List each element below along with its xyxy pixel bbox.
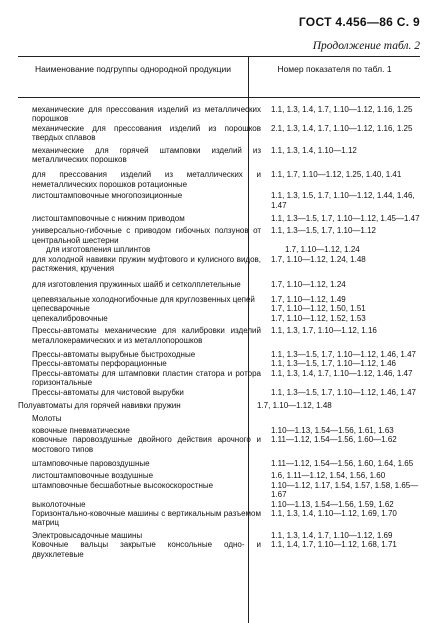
page-header: ГОСТ 4.456—86 С. 9 [298, 15, 420, 29]
table-row [0, 500, 432, 509]
product-subgroup-name: Ковочные вальцы закрытые консольные одно- и двухклетевые [32, 540, 261, 559]
table-row [0, 314, 432, 323]
table-row [0, 350, 432, 359]
product-subgroup-name: листоштамповочные воздушные [32, 471, 154, 481]
indicator-numbers: 1.1, 1.3, 1.4, 1.7, 1.10—1.12, 1.69 [271, 530, 393, 540]
table-row [0, 326, 432, 345]
product-subgroup-name: универсально-гибочные с приводом гибочных ползунов от центральной шестерни [32, 226, 261, 245]
table-row [0, 304, 432, 313]
product-subgroup-name: листоштамповочные многопозиционные [32, 191, 183, 201]
table-row [0, 226, 432, 245]
product-subgroup-name: ковочные паровоздушные двойного действия арочного и мостового типов [32, 435, 261, 454]
table-row [0, 369, 432, 388]
indicator-numbers: 1.7, 1.10—1.12, 1.52, 1.53 [271, 313, 366, 323]
table-row [0, 531, 432, 540]
table-row [0, 146, 432, 165]
indicator-numbers: 1.1, 1.3, 1.4, 1.7, 1.10—1.12, 1.16, 1.25 [271, 105, 413, 114]
product-subgroup-name: Прессы-автоматы вырубные быстроходные [32, 349, 196, 359]
indicator-numbers: 1.11—1.12, 1.54—1.56, 1.60, 1.64, 1.65 [271, 459, 414, 468]
product-subgroup-name: Полуавтоматы для горячей навивки пружин [18, 400, 181, 410]
table-row [0, 435, 432, 454]
indicator-numbers: 1.11—1.12, 1.54—1.56, 1.60—1.62 [271, 435, 397, 445]
product-subgroup-name: для холодной навивки пружин муфтового и кулисного видов, растяжения, кручения [32, 254, 261, 274]
indicator-numbers: 1.10—1.13, 1.54—1.56, 1.61, 1.63 [271, 425, 394, 435]
indicator-numbers: 1.10—1.12, 1.17, 1.54, 1.57, 1.58, 1.65—1.67 [271, 480, 419, 500]
product-subgroup-name: Прессы-автоматы для чистовой вырубки [32, 387, 184, 397]
product-subgroup-name: листоштамповочные с нижним приводом [32, 214, 185, 224]
indicator-numbers: 1.1, 1.4, 1.7, 1.10—1.12, 1.68, 1.71 [271, 540, 397, 550]
indicator-numbers [271, 414, 426, 423]
indicator-numbers: 1.1, 1.3, 1.4, 1.10—1.12, 1.69, 1.70 [271, 509, 397, 519]
indicator-numbers: 1.7, 1.10—1.12, 1.24 [271, 279, 346, 289]
table-row [0, 481, 432, 500]
indicator-numbers: 1.1, 1.3—1.5, 1.7, 1.10—1.12, 1.46 [271, 359, 396, 369]
product-subgroup-name: для изготовления шплинтов [46, 245, 151, 255]
table-row [0, 170, 432, 189]
product-subgroup-name: цепевязальные холодногибочные для круглозвенных цепей [32, 294, 255, 304]
product-subgroup-name: ковочные пневматические [32, 425, 130, 435]
table-row [0, 105, 432, 124]
indicator-numbers: 2.1, 1.3, 1.4, 1.7, 1.10—1.12, 1.16, 1.25 [271, 123, 413, 133]
table-row [0, 471, 432, 480]
product-subgroup-name: штамповочные бесшаботные высокоскоростные [32, 480, 214, 490]
product-subgroup-name: Молоты [32, 414, 62, 424]
table-row [0, 359, 432, 368]
product-subgroup-name: для прессования изделий из металлических и неметаллических порошков ротационные [32, 170, 261, 189]
indicator-numbers: 1.1, 1.3—1.5, 1.7, 1.10—1.12, 1.46, 1.47 [271, 349, 416, 359]
table-row [0, 295, 432, 304]
indicator-numbers: 1.7, 1.10—1.12, 1.50, 1.51 [271, 304, 366, 314]
indicator-numbers: 1.1, 1.3, 1.7, 1.10—1.12, 1.16 [271, 326, 377, 336]
indicator-numbers: 1.1, 1.3, 1.4, 1.7, 1.10—1.12, 1.46, 1.47 [271, 368, 413, 378]
indicator-numbers: 1.6, 1.11—1.12, 1.54, 1.56, 1.60 [271, 471, 386, 481]
product-subgroup-name: Прессы-автоматы перфорационные [32, 359, 167, 369]
table-row [0, 245, 432, 254]
table-row [0, 388, 432, 397]
product-subgroup-name: для изготовления пружинных шайб и сетколплетельные [32, 279, 241, 289]
product-subgroup-name: механические для прессования изделий из металлических порошков [32, 105, 261, 124]
indicator-numbers: 1.7, 1.10—1.12, 1.24 [285, 245, 360, 255]
table-row [0, 426, 432, 435]
indicator-numbers: 1.7, 1.10—1.12, 1.49 [271, 294, 346, 304]
product-subgroup-name: механические для горячей штамповки изделий из металлических порошков [32, 145, 261, 165]
indicator-numbers: 1.7, 1.10—1.12, 1.24, 1.48 [271, 254, 366, 264]
table-row [0, 509, 432, 528]
product-subgroup-name: механические для прессования изделий из порошков твердых сплавов [32, 123, 261, 143]
table-row [0, 191, 432, 210]
indicator-numbers: 1.1, 1.3—1.5, 1.7, 1.10—1.12 [271, 226, 376, 236]
indicator-numbers: 1.1, 1.3—1.5, 1.7, 1.10—1.12, 1.45—1.47 [271, 214, 420, 224]
table-row [0, 414, 432, 423]
table-row [0, 214, 432, 223]
product-subgroup-name: Прессы-автоматы механические для калибровки изделий металлокерамических и из металлопорошков [32, 326, 261, 345]
table-row [0, 459, 432, 468]
product-subgroup-name: Прессы-автоматы для штамповки пластин статора и ротора горизонтальные [32, 368, 261, 388]
indicator-numbers: 1.7, 1.10—1.12, 1.48 [257, 400, 332, 410]
table-continuation-label: Продолжение табл. 2 [312, 40, 420, 52]
table-row [0, 540, 432, 559]
indicator-numbers: 1.1, 1.7, 1.10—1.12, 1.25, 1.40, 1.41 [271, 170, 402, 180]
product-subgroup-name: выколоточные [32, 499, 86, 509]
table-header-border [18, 97, 420, 98]
product-subgroup-name: цепекалибровочные [32, 313, 108, 323]
table-top-border [18, 56, 420, 57]
product-subgroup-name: Горизонтально-ковочные машины с вертикальным разъемом матриц [32, 509, 261, 528]
indicator-numbers: 1.1, 1.3—1.5, 1.7, 1.10—1.12, 1.46, 1.47 [271, 387, 416, 397]
table-row [0, 255, 432, 274]
table-row [0, 124, 432, 143]
column-header-indicator: Номер показателя по табл. 1 [277, 64, 392, 74]
product-subgroup-name: штамповочные паровоздушные [32, 459, 150, 468]
indicator-numbers: 1.10—1.13, 1.54—1.56, 1.59, 1.62 [271, 499, 394, 509]
indicator-numbers: 1.1, 1.3, 1.5, 1.7, 1.10—1.12, 1.44, 1.46, 1.47 [271, 191, 415, 210]
column-header-product: Наименование подгруппы однородной продукции [35, 64, 231, 74]
table-body [0, 101, 432, 559]
table-row [0, 280, 432, 289]
product-subgroup-name: цепесварочные [32, 304, 90, 314]
table-row [0, 401, 432, 410]
product-subgroup-name: Электровысадочные машины [32, 530, 143, 540]
indicator-numbers: 1.1, 1.3, 1.4, 1.10—1.12 [271, 145, 357, 155]
